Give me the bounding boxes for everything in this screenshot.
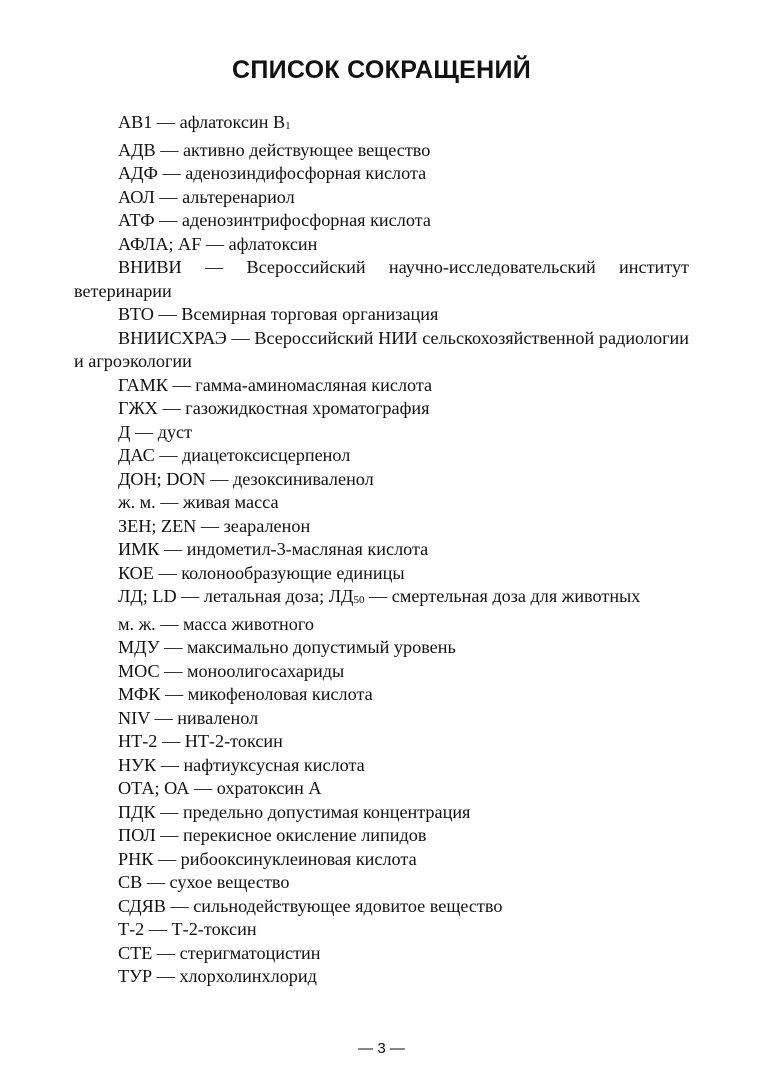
abbreviation-definition: летальная доза; ЛД bbox=[203, 586, 354, 606]
abbreviation-term: НТ-2 bbox=[118, 731, 158, 751]
list-item: СТЕ — стеригматоцистин bbox=[118, 942, 321, 963]
list-item: АОЛ — альтеренариол bbox=[118, 186, 295, 207]
list-item: СДЯВ — сильнодействующее ядовитое вещество bbox=[118, 895, 503, 916]
abbreviation-term: ВНИВИ bbox=[118, 257, 182, 277]
abbreviation-term: ПДК bbox=[118, 801, 156, 822]
list-item: РНК — рибооксинуклеиновая кислота bbox=[118, 848, 417, 869]
abbreviation-term: КОЕ bbox=[118, 562, 154, 583]
list-item: МОС — моноолигосахариды bbox=[118, 660, 345, 681]
abbreviation-term: АТФ bbox=[118, 210, 155, 230]
list-item: АТФ — аденозинтрифосфорная кислота bbox=[118, 210, 431, 230]
abbreviation-definition: микофеноловая кислота bbox=[187, 684, 373, 704]
abbreviation-definition: Всемирная торговая организация bbox=[181, 304, 439, 324]
abbreviation-term: ЛД; LD bbox=[118, 586, 177, 606]
abbreviation-definition: масса животного bbox=[183, 613, 314, 634]
list-item: ДОН; DON — дезоксиниваленол bbox=[118, 468, 374, 489]
abbreviation-definition: НТ-2-токсин bbox=[184, 731, 283, 751]
abbreviation-term: АДВ bbox=[118, 139, 156, 160]
abbreviation-definition: стеригматоцистин bbox=[179, 942, 321, 963]
abbreviation-term: РНК bbox=[118, 848, 154, 869]
abbreviation-list bbox=[74, 111, 689, 989]
abbreviation-definition: газожидкостная хроматография bbox=[185, 398, 430, 418]
list-item: АДВ — активно действующее вещество bbox=[118, 139, 431, 160]
list-item: МФК — микофеноловая кислота bbox=[118, 684, 373, 704]
abbreviation-term: ДАС bbox=[118, 445, 155, 465]
abbreviation-term: СДЯВ bbox=[118, 895, 166, 916]
abbreviation-definition: охратоксин А bbox=[216, 778, 322, 798]
abbreviation-definition: диацетоксисцерпенол bbox=[182, 445, 351, 465]
abbreviation-term: ОТА; ОА bbox=[118, 778, 190, 798]
abbreviation-definition: живая масса bbox=[183, 492, 279, 512]
abbreviation-term: ВНИИСХРАЭ bbox=[118, 327, 227, 348]
abbreviation-definition: дуст bbox=[157, 421, 193, 442]
abbreviation-definition: колонообразующие единицы bbox=[181, 562, 405, 583]
abbreviation-definition: нафтиуксусная кислота bbox=[183, 754, 365, 775]
list-item: НТ-2 — НТ-2-токсин bbox=[118, 731, 283, 751]
list-item: ЛД; LD — летальная доза; ЛД50 — смертельная доза для животных bbox=[118, 586, 641, 606]
list-item: ОТА; ОА — охратоксин А bbox=[118, 778, 322, 798]
abbreviation-definition: Т-2-токсин bbox=[171, 919, 257, 939]
page-number: — 3 — bbox=[358, 1040, 405, 1057]
list-item: м. ж. — масса животного bbox=[118, 613, 314, 634]
abbreviation-term: МДУ bbox=[118, 637, 160, 657]
abbreviation-definition: хлорхолинхлорид bbox=[179, 966, 317, 986]
list-item: Д — дуст bbox=[118, 421, 193, 442]
list-item: МДУ — максимально допустимый уровень bbox=[118, 637, 456, 657]
abbreviation-definition: перекисное окисление липидов bbox=[182, 825, 427, 845]
abbreviation-definition: альтеренариол bbox=[182, 186, 295, 207]
list-item: ДАС — диацетоксисцерпенол bbox=[118, 445, 351, 465]
abbreviation-term: АДФ bbox=[118, 163, 158, 183]
abbreviation-definition: активно действующее вещество bbox=[182, 139, 431, 160]
list-item: АВ1 — афлатоксин В1 bbox=[118, 112, 291, 132]
abbreviation-definition: сильнодействующее ядовитое вещество bbox=[193, 895, 503, 916]
abbreviation-definition: сухое вещество bbox=[169, 872, 290, 892]
list-item: ПДК — предельно допустимая концентрация bbox=[118, 801, 471, 822]
abbreviation-term: ГЖХ bbox=[118, 398, 158, 418]
abbreviation-definition: гамма-аминомасляная кислота bbox=[195, 374, 433, 395]
list-item: ЗЕН; ZEN — зеараленон bbox=[118, 515, 311, 536]
abbreviation-term: МФК bbox=[118, 684, 161, 704]
list-item: ГАМК — гамма-аминомасляная кислота bbox=[118, 374, 433, 395]
list-item: НУК — нафтиуксусная кислота bbox=[118, 754, 365, 775]
abbreviation-definition: ниваленол bbox=[177, 707, 259, 728]
abbreviation-definition: предельно допустимая концентрация bbox=[182, 801, 471, 822]
definition-subscript: 1 bbox=[285, 120, 291, 132]
abbreviation-term: ж. м. bbox=[118, 492, 156, 512]
abbreviation-definition: аденозинтрифосфорная кислота bbox=[181, 210, 431, 230]
abbreviation-definition: индометил-3-масляная кислота bbox=[186, 539, 429, 559]
abbreviation-definition: Всероссийский научно-исследовательский институт ветеринарии bbox=[74, 257, 689, 301]
abbreviation-term: ДОН; DON bbox=[118, 468, 206, 489]
list-item: СВ — сухое вещество bbox=[118, 872, 290, 892]
list-item: ПОЛ — перекисное окисление липидов bbox=[118, 825, 427, 845]
list-item: ВНИИСХРАЭ — Всероссийский НИИ сельскохозяйственной радиологии и агроэкологии bbox=[74, 327, 689, 371]
abbreviation-term: м. ж. bbox=[118, 613, 156, 634]
abbreviation-term: ИМК bbox=[118, 539, 160, 559]
list-item: КОЕ — колонообразующие единицы bbox=[118, 562, 405, 583]
abbreviation-term: ВТО bbox=[118, 304, 154, 324]
list-item: АФЛА; AF — афлатоксин bbox=[118, 233, 318, 254]
abbreviation-term: НУК bbox=[118, 754, 157, 775]
abbreviation-term: NIV bbox=[118, 707, 150, 728]
abbreviation-definition: моноолигосахариды bbox=[186, 660, 345, 681]
list-item: ВТО — Всемирная торговая организация bbox=[118, 304, 439, 324]
abbreviation-term: ТУР bbox=[118, 966, 153, 986]
definition-continuation: — смертельная доза для животных bbox=[364, 586, 641, 606]
list-item: ТУР — хлорхолинхлорид bbox=[118, 966, 317, 986]
abbreviation-definition: афлатоксин В bbox=[179, 112, 286, 132]
abbreviation-definition: Всероссийский НИИ сельскохозяйственной радиологии и агроэкологии bbox=[74, 327, 689, 371]
abbreviation-term: АОЛ bbox=[118, 186, 155, 207]
abbreviation-term: МОС bbox=[118, 660, 160, 681]
definition-subscript: 50 bbox=[353, 594, 365, 606]
abbreviation-term: СТЕ bbox=[118, 942, 153, 963]
abbreviation-definition: рибооксинуклеиновая кислота bbox=[180, 848, 417, 869]
list-item: ВНИВИ — Всероссийский научно-исследовательский институт ветеринарии bbox=[74, 257, 689, 301]
abbreviation-term: АФЛА; AF bbox=[118, 233, 202, 254]
abbreviation-term: АВ1 bbox=[118, 112, 153, 132]
list-item: АДФ — аденозиндифосфорная кислота bbox=[118, 163, 427, 183]
abbreviation-term: Д bbox=[118, 421, 131, 442]
abbreviation-term: Т-2 bbox=[118, 919, 145, 939]
list-item: NIV — ниваленол bbox=[118, 707, 259, 728]
abbreviation-definition: афлатоксин bbox=[228, 233, 318, 254]
abbreviation-term: ПОЛ bbox=[118, 825, 156, 845]
abbreviation-term: ГАМК bbox=[118, 374, 168, 395]
abbreviation-term: СВ bbox=[118, 872, 143, 892]
abbreviation-definition: аденозиндифосфорная кислота bbox=[185, 163, 427, 183]
list-item: ГЖХ — газожидкостная хроматография bbox=[118, 398, 430, 418]
abbreviation-definition: зеараленон bbox=[223, 515, 311, 536]
list-item: ж. м. — живая масса bbox=[118, 492, 279, 512]
abbreviation-definition: максимально допустимый уровень bbox=[186, 637, 456, 657]
abbreviation-term: ЗЕН; ZEN bbox=[118, 515, 197, 536]
page-title: СПИСОК СОКРАЩЕНИЙ bbox=[232, 56, 531, 84]
list-item: Т-2 — Т-2-токсин bbox=[118, 919, 257, 939]
list-item: ИМК — индометил-3-масляная кислота bbox=[118, 539, 429, 559]
abbreviation-definition: дезоксиниваленол bbox=[232, 468, 374, 489]
